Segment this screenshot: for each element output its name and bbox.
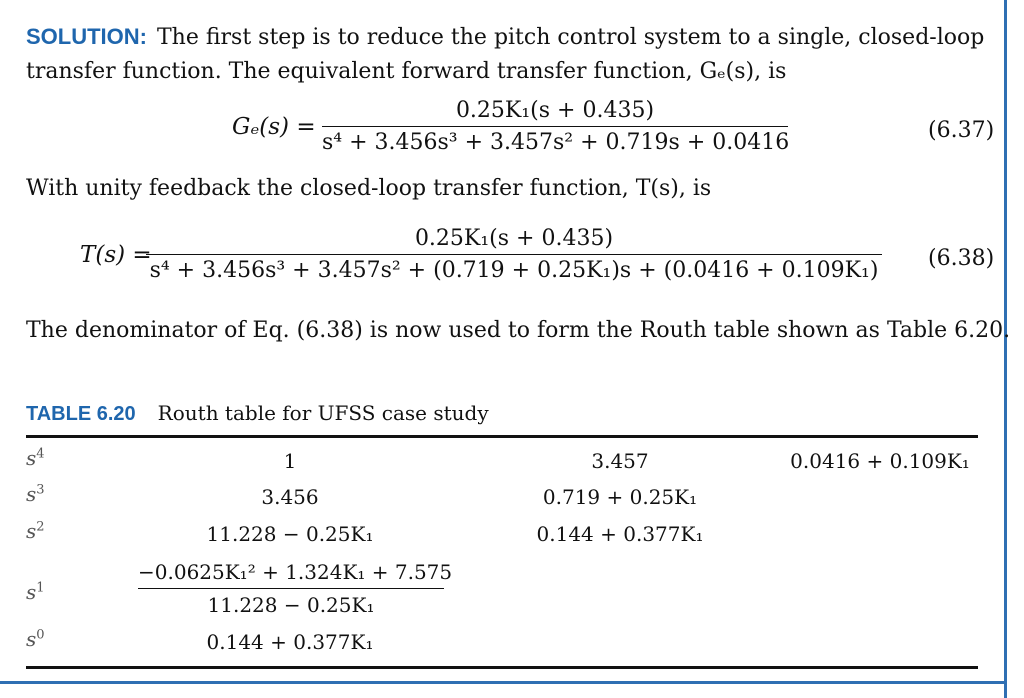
solution-label: SOLUTION: xyxy=(26,24,147,49)
eq638-lhs: T(s) = xyxy=(80,242,152,268)
table-bottom-rule xyxy=(26,666,978,669)
feedback-text: With unity feedback the closed-loop transfer function, T(s), is xyxy=(26,176,712,201)
bottom-border xyxy=(0,681,1007,684)
cell-s4-c1: 1 xyxy=(283,449,297,473)
eq637-numerator: 0.25K₁(s + 0.435) xyxy=(322,98,788,127)
cell-s1-c1-denominator: 11.228 − 0.25K₁ xyxy=(207,593,375,617)
row-label-s2: $s^2$ xyxy=(26,519,45,543)
eq638-numerator: 0.25K₁(s + 0.435) xyxy=(146,226,882,255)
row-label-s1: $s^1$ xyxy=(26,580,45,604)
eq637-fraction xyxy=(322,98,788,155)
row-label-s0: $s^0$ xyxy=(26,627,45,651)
cell-s4-c2: 3.457 xyxy=(591,449,649,473)
denominator-text: The denominator of Eq. (6.38) is now used to form the Routh table shown as Table 6.20. xyxy=(26,318,1011,343)
eq637-denominator: s⁴ + 3.456s³ + 3.457s² + 0.719s + 0.0416 xyxy=(322,130,790,155)
cell-s2-c2: 0.144 + 0.377K₁ xyxy=(536,522,704,546)
cell-s4-c3: 0.0416 + 0.109K₁ xyxy=(790,449,970,473)
table-top-rule xyxy=(26,435,978,438)
eq638-denominator: s⁴ + 3.456s³ + 3.457s² + (0.719 + 0.25K₁)s + (0.0416 + 0.109K₁) xyxy=(149,258,879,283)
table-caption xyxy=(26,401,489,426)
cell-s1-c1-numerator: −0.0625K₁² + 1.324K₁ + 7.575 xyxy=(138,560,444,589)
cell-s3-c1: 3.456 xyxy=(261,485,319,509)
equation-6-37 xyxy=(0,98,1004,158)
eq637-lhs: Gₑ(s) = xyxy=(232,114,316,140)
equation-6-38 xyxy=(0,226,1004,286)
eq638-fraction xyxy=(146,226,882,283)
cell-s0-c1: 0.144 + 0.377K₁ xyxy=(206,630,374,654)
right-border xyxy=(1004,0,1007,698)
row-label-s3: $s^3$ xyxy=(26,482,45,506)
eq638-number: (6.38) xyxy=(928,246,995,271)
cell-s3-c2: 0.719 + 0.25K₁ xyxy=(542,485,698,509)
solution-text: The first step is to reduce the pitch control system to a single, closed-loop transfer function. The equivalent forward transfer function, Gₑ(s), is xyxy=(26,25,985,84)
table-caption-text: Routh table for UFSS case study xyxy=(157,401,489,425)
cell-s1-c1 xyxy=(138,560,453,617)
row-label-s4: $s^4$ xyxy=(26,446,45,470)
cell-s2-c1: 11.228 − 0.25K₁ xyxy=(206,522,374,546)
eq637-number: (6.37) xyxy=(928,118,995,143)
table-label: TABLE 6.20 xyxy=(26,403,136,425)
solution-paragraph xyxy=(26,20,994,89)
